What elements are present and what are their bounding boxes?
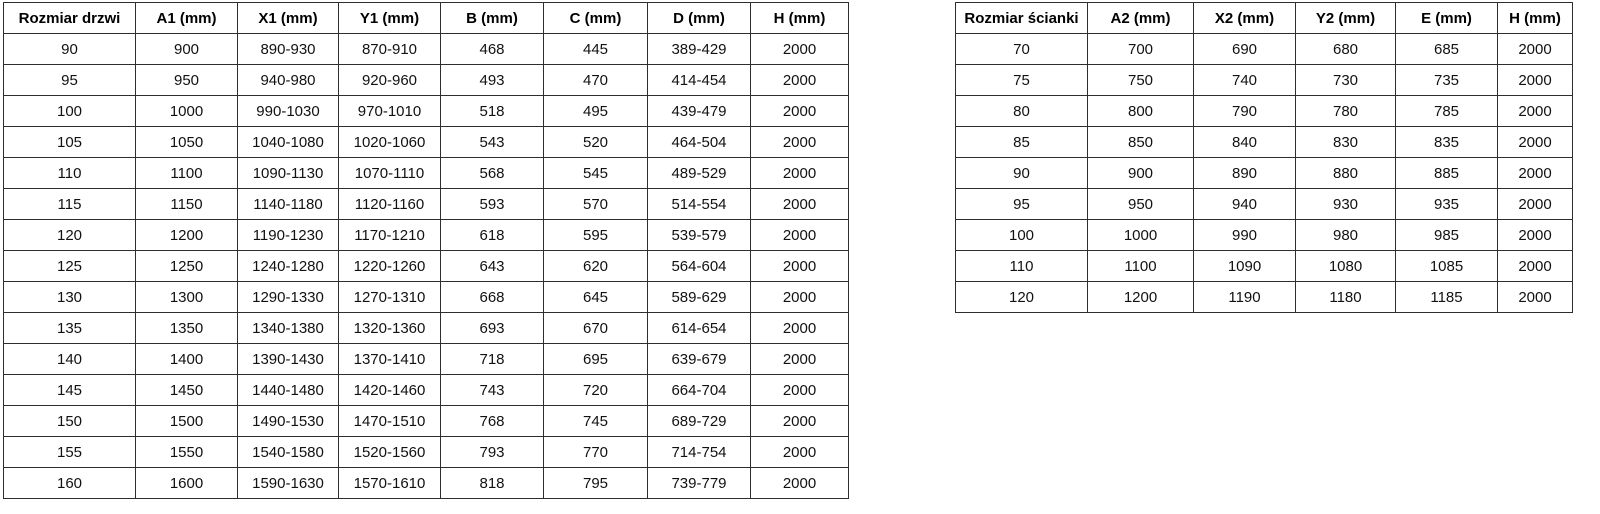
table-row	[4, 65, 849, 96]
table-cell: 2000	[751, 344, 849, 375]
table-row	[956, 65, 1573, 96]
table-cell: 920-960	[339, 65, 441, 96]
table-cell: 2000	[1498, 65, 1573, 96]
table-cell: 1000	[1088, 220, 1194, 251]
table-cell: 2000	[751, 158, 849, 189]
table-cell: 468	[441, 34, 544, 65]
table-cell: 850	[1088, 127, 1194, 158]
column-header: X2 (mm)	[1194, 3, 1296, 34]
column-header: Y1 (mm)	[339, 3, 441, 34]
table-row	[4, 437, 849, 468]
table-cell: 1090-1130	[238, 158, 339, 189]
table-cell: 1150	[136, 189, 238, 220]
table-row	[4, 282, 849, 313]
table-cell: 645	[544, 282, 648, 313]
table-cell: 1490-1530	[238, 406, 339, 437]
column-header: H (mm)	[751, 3, 849, 34]
table-cell: 1090	[1194, 251, 1296, 282]
table-cell: 2000	[751, 96, 849, 127]
table-cell: 539-579	[648, 220, 751, 251]
table-cell: 985	[1396, 220, 1498, 251]
table-row	[956, 127, 1573, 158]
table-cell: 130	[4, 282, 136, 313]
table-row	[4, 251, 849, 282]
table-cell: 770	[544, 437, 648, 468]
table-cell: 618	[441, 220, 544, 251]
table-cell: 1080	[1296, 251, 1396, 282]
table-row	[4, 189, 849, 220]
table-cell: 445	[544, 34, 648, 65]
table-cell: 900	[1088, 158, 1194, 189]
table-cell: 389-429	[648, 34, 751, 65]
table-cell: 1190	[1194, 282, 1296, 313]
table-cell: 493	[441, 65, 544, 96]
table-cell: 125	[4, 251, 136, 282]
table-cell: 595	[544, 220, 648, 251]
table-row	[4, 313, 849, 344]
table-row	[4, 220, 849, 251]
table-cell: 155	[4, 437, 136, 468]
table-cell: 95	[956, 189, 1088, 220]
table-cell: 1200	[136, 220, 238, 251]
table-cell: 780	[1296, 96, 1396, 127]
table-cell: 2000	[751, 375, 849, 406]
table-cell: 664-704	[648, 375, 751, 406]
door-size-header-row	[4, 3, 849, 34]
table-cell: 935	[1396, 189, 1498, 220]
table-cell: 105	[4, 127, 136, 158]
table-cell: 120	[956, 282, 1088, 313]
table-cell: 695	[544, 344, 648, 375]
table-cell: 890-930	[238, 34, 339, 65]
table-cell: 80	[956, 96, 1088, 127]
door-size-table	[3, 2, 849, 499]
column-header: H (mm)	[1498, 3, 1573, 34]
table-row	[956, 251, 1573, 282]
table-cell: 2000	[751, 189, 849, 220]
table-cell: 2000	[751, 65, 849, 96]
table-cell: 970-1010	[339, 96, 441, 127]
table-cell: 1250	[136, 251, 238, 282]
table-cell: 135	[4, 313, 136, 344]
wall-size-table	[955, 2, 1573, 313]
table-cell: 2000	[751, 34, 849, 65]
table-cell: 110	[4, 158, 136, 189]
column-header: Y2 (mm)	[1296, 3, 1396, 34]
table-cell: 940-980	[238, 65, 339, 96]
table-cell: 2000	[1498, 220, 1573, 251]
table-row	[956, 282, 1573, 313]
table-cell: 1070-1110	[339, 158, 441, 189]
table-cell: 464-504	[648, 127, 751, 158]
table-cell: 439-479	[648, 96, 751, 127]
wall-size-header-row	[956, 3, 1573, 34]
table-cell: 2000	[1498, 189, 1573, 220]
table-cell: 990-1030	[238, 96, 339, 127]
table-cell: 95	[4, 65, 136, 96]
table-cell: 700	[1088, 34, 1194, 65]
table-cell: 2000	[751, 468, 849, 499]
table-cell: 950	[136, 65, 238, 96]
table-cell: 1590-1630	[238, 468, 339, 499]
table-row	[4, 127, 849, 158]
table-cell: 2000	[1498, 158, 1573, 189]
table-cell: 714-754	[648, 437, 751, 468]
table-cell: 1320-1360	[339, 313, 441, 344]
table-cell: 1085	[1396, 251, 1498, 282]
table-cell: 2000	[1498, 251, 1573, 282]
table-cell: 1100	[136, 158, 238, 189]
table-row	[4, 375, 849, 406]
table-cell: 2000	[1498, 282, 1573, 313]
table-cell: 890	[1194, 158, 1296, 189]
table-cell: 570	[544, 189, 648, 220]
table-cell: 414-454	[648, 65, 751, 96]
table-cell: 835	[1396, 127, 1498, 158]
table-cell: 800	[1088, 96, 1194, 127]
table-cell: 745	[544, 406, 648, 437]
column-header: A1 (mm)	[136, 3, 238, 34]
table-cell: 110	[956, 251, 1088, 282]
table-cell: 1140-1180	[238, 189, 339, 220]
table-cell: 739-779	[648, 468, 751, 499]
table-cell: 1185	[1396, 282, 1498, 313]
column-header: D (mm)	[648, 3, 751, 34]
door-size-table-body	[4, 34, 849, 499]
table-cell: 1470-1510	[339, 406, 441, 437]
table-row	[4, 406, 849, 437]
table-cell: 70	[956, 34, 1088, 65]
table-cell: 2000	[751, 437, 849, 468]
column-header: Rozmiar ścianki	[956, 3, 1088, 34]
table-cell: 1100	[1088, 251, 1194, 282]
table-cell: 718	[441, 344, 544, 375]
column-header: E (mm)	[1396, 3, 1498, 34]
table-cell: 1290-1330	[238, 282, 339, 313]
table-row	[956, 220, 1573, 251]
table-cell: 518	[441, 96, 544, 127]
table-cell: 750	[1088, 65, 1194, 96]
table-row	[956, 34, 1573, 65]
table-cell: 870-910	[339, 34, 441, 65]
table-cell: 545	[544, 158, 648, 189]
table-cell: 120	[4, 220, 136, 251]
column-header: Rozmiar drzwi	[4, 3, 136, 34]
table-cell: 75	[956, 65, 1088, 96]
table-cell: 740	[1194, 65, 1296, 96]
column-header: B (mm)	[441, 3, 544, 34]
table-cell: 1240-1280	[238, 251, 339, 282]
table-cell: 1570-1610	[339, 468, 441, 499]
table-cell: 1020-1060	[339, 127, 441, 158]
table-cell: 643	[441, 251, 544, 282]
table-cell: 2000	[1498, 34, 1573, 65]
table-cell: 830	[1296, 127, 1396, 158]
table-cell: 880	[1296, 158, 1396, 189]
table-cell: 900	[136, 34, 238, 65]
table-cell: 543	[441, 127, 544, 158]
table-cell: 150	[4, 406, 136, 437]
table-cell: 795	[544, 468, 648, 499]
table-cell: 520	[544, 127, 648, 158]
table-cell: 1040-1080	[238, 127, 339, 158]
table-row	[956, 96, 1573, 127]
table-cell: 730	[1296, 65, 1396, 96]
table-row	[4, 468, 849, 499]
wall-size-table-body	[956, 34, 1573, 313]
table-cell: 930	[1296, 189, 1396, 220]
table-cell: 940	[1194, 189, 1296, 220]
table-cell: 100	[4, 96, 136, 127]
table-cell: 1370-1410	[339, 344, 441, 375]
table-row	[956, 189, 1573, 220]
table-cell: 90	[956, 158, 1088, 189]
table-cell: 1340-1380	[238, 313, 339, 344]
table-cell: 818	[441, 468, 544, 499]
table-cell: 743	[441, 375, 544, 406]
table-cell: 470	[544, 65, 648, 96]
table-cell: 1500	[136, 406, 238, 437]
column-header: A2 (mm)	[1088, 3, 1194, 34]
table-cell: 145	[4, 375, 136, 406]
table-cell: 735	[1396, 65, 1498, 96]
table-cell: 568	[441, 158, 544, 189]
table-cell: 1350	[136, 313, 238, 344]
table-cell: 1300	[136, 282, 238, 313]
table-cell: 2000	[751, 282, 849, 313]
table-cell: 793	[441, 437, 544, 468]
table-cell: 768	[441, 406, 544, 437]
table-cell: 2000	[1498, 127, 1573, 158]
table-cell: 840	[1194, 127, 1296, 158]
table-cell: 1050	[136, 127, 238, 158]
table-cell: 1440-1480	[238, 375, 339, 406]
table-cell: 790	[1194, 96, 1296, 127]
table-row	[4, 158, 849, 189]
table-cell: 589-629	[648, 282, 751, 313]
table-cell: 1120-1160	[339, 189, 441, 220]
table-cell: 100	[956, 220, 1088, 251]
table-cell: 614-654	[648, 313, 751, 344]
table-cell: 1190-1230	[238, 220, 339, 251]
column-header: C (mm)	[544, 3, 648, 34]
table-cell: 1520-1560	[339, 437, 441, 468]
table-cell: 1420-1460	[339, 375, 441, 406]
table-row	[956, 158, 1573, 189]
table-cell: 1170-1210	[339, 220, 441, 251]
table-cell: 593	[441, 189, 544, 220]
table-cell: 140	[4, 344, 136, 375]
table-cell: 639-679	[648, 344, 751, 375]
table-cell: 885	[1396, 158, 1498, 189]
table-cell: 2000	[751, 220, 849, 251]
table-cell: 85	[956, 127, 1088, 158]
table-cell: 785	[1396, 96, 1498, 127]
table-cell: 160	[4, 468, 136, 499]
table-cell: 1550	[136, 437, 238, 468]
table-cell: 115	[4, 189, 136, 220]
table-cell: 495	[544, 96, 648, 127]
table-cell: 2000	[751, 251, 849, 282]
table-cell: 690	[1194, 34, 1296, 65]
table-cell: 680	[1296, 34, 1396, 65]
table-cell: 514-554	[648, 189, 751, 220]
table-cell: 620	[544, 251, 648, 282]
table-cell: 720	[544, 375, 648, 406]
table-cell: 693	[441, 313, 544, 344]
table-cell: 2000	[751, 127, 849, 158]
table-cell: 1220-1260	[339, 251, 441, 282]
table-cell: 1000	[136, 96, 238, 127]
table-cell: 950	[1088, 189, 1194, 220]
table-row	[4, 96, 849, 127]
table-cell: 1600	[136, 468, 238, 499]
table-cell: 564-604	[648, 251, 751, 282]
table-cell: 1270-1310	[339, 282, 441, 313]
table-cell: 2000	[751, 406, 849, 437]
table-cell: 668	[441, 282, 544, 313]
table-cell: 489-529	[648, 158, 751, 189]
table-row	[4, 344, 849, 375]
table-cell: 1180	[1296, 282, 1396, 313]
table-cell: 90	[4, 34, 136, 65]
table-cell: 1450	[136, 375, 238, 406]
table-cell: 2000	[751, 313, 849, 344]
table-cell: 2000	[1498, 96, 1573, 127]
table-cell: 689-729	[648, 406, 751, 437]
table-cell: 685	[1396, 34, 1498, 65]
table-cell: 670	[544, 313, 648, 344]
table-cell: 1400	[136, 344, 238, 375]
table-row	[4, 34, 849, 65]
table-cell: 990	[1194, 220, 1296, 251]
table-cell: 1200	[1088, 282, 1194, 313]
column-header: X1 (mm)	[238, 3, 339, 34]
table-cell: 980	[1296, 220, 1396, 251]
table-cell: 1390-1430	[238, 344, 339, 375]
table-cell: 1540-1580	[238, 437, 339, 468]
